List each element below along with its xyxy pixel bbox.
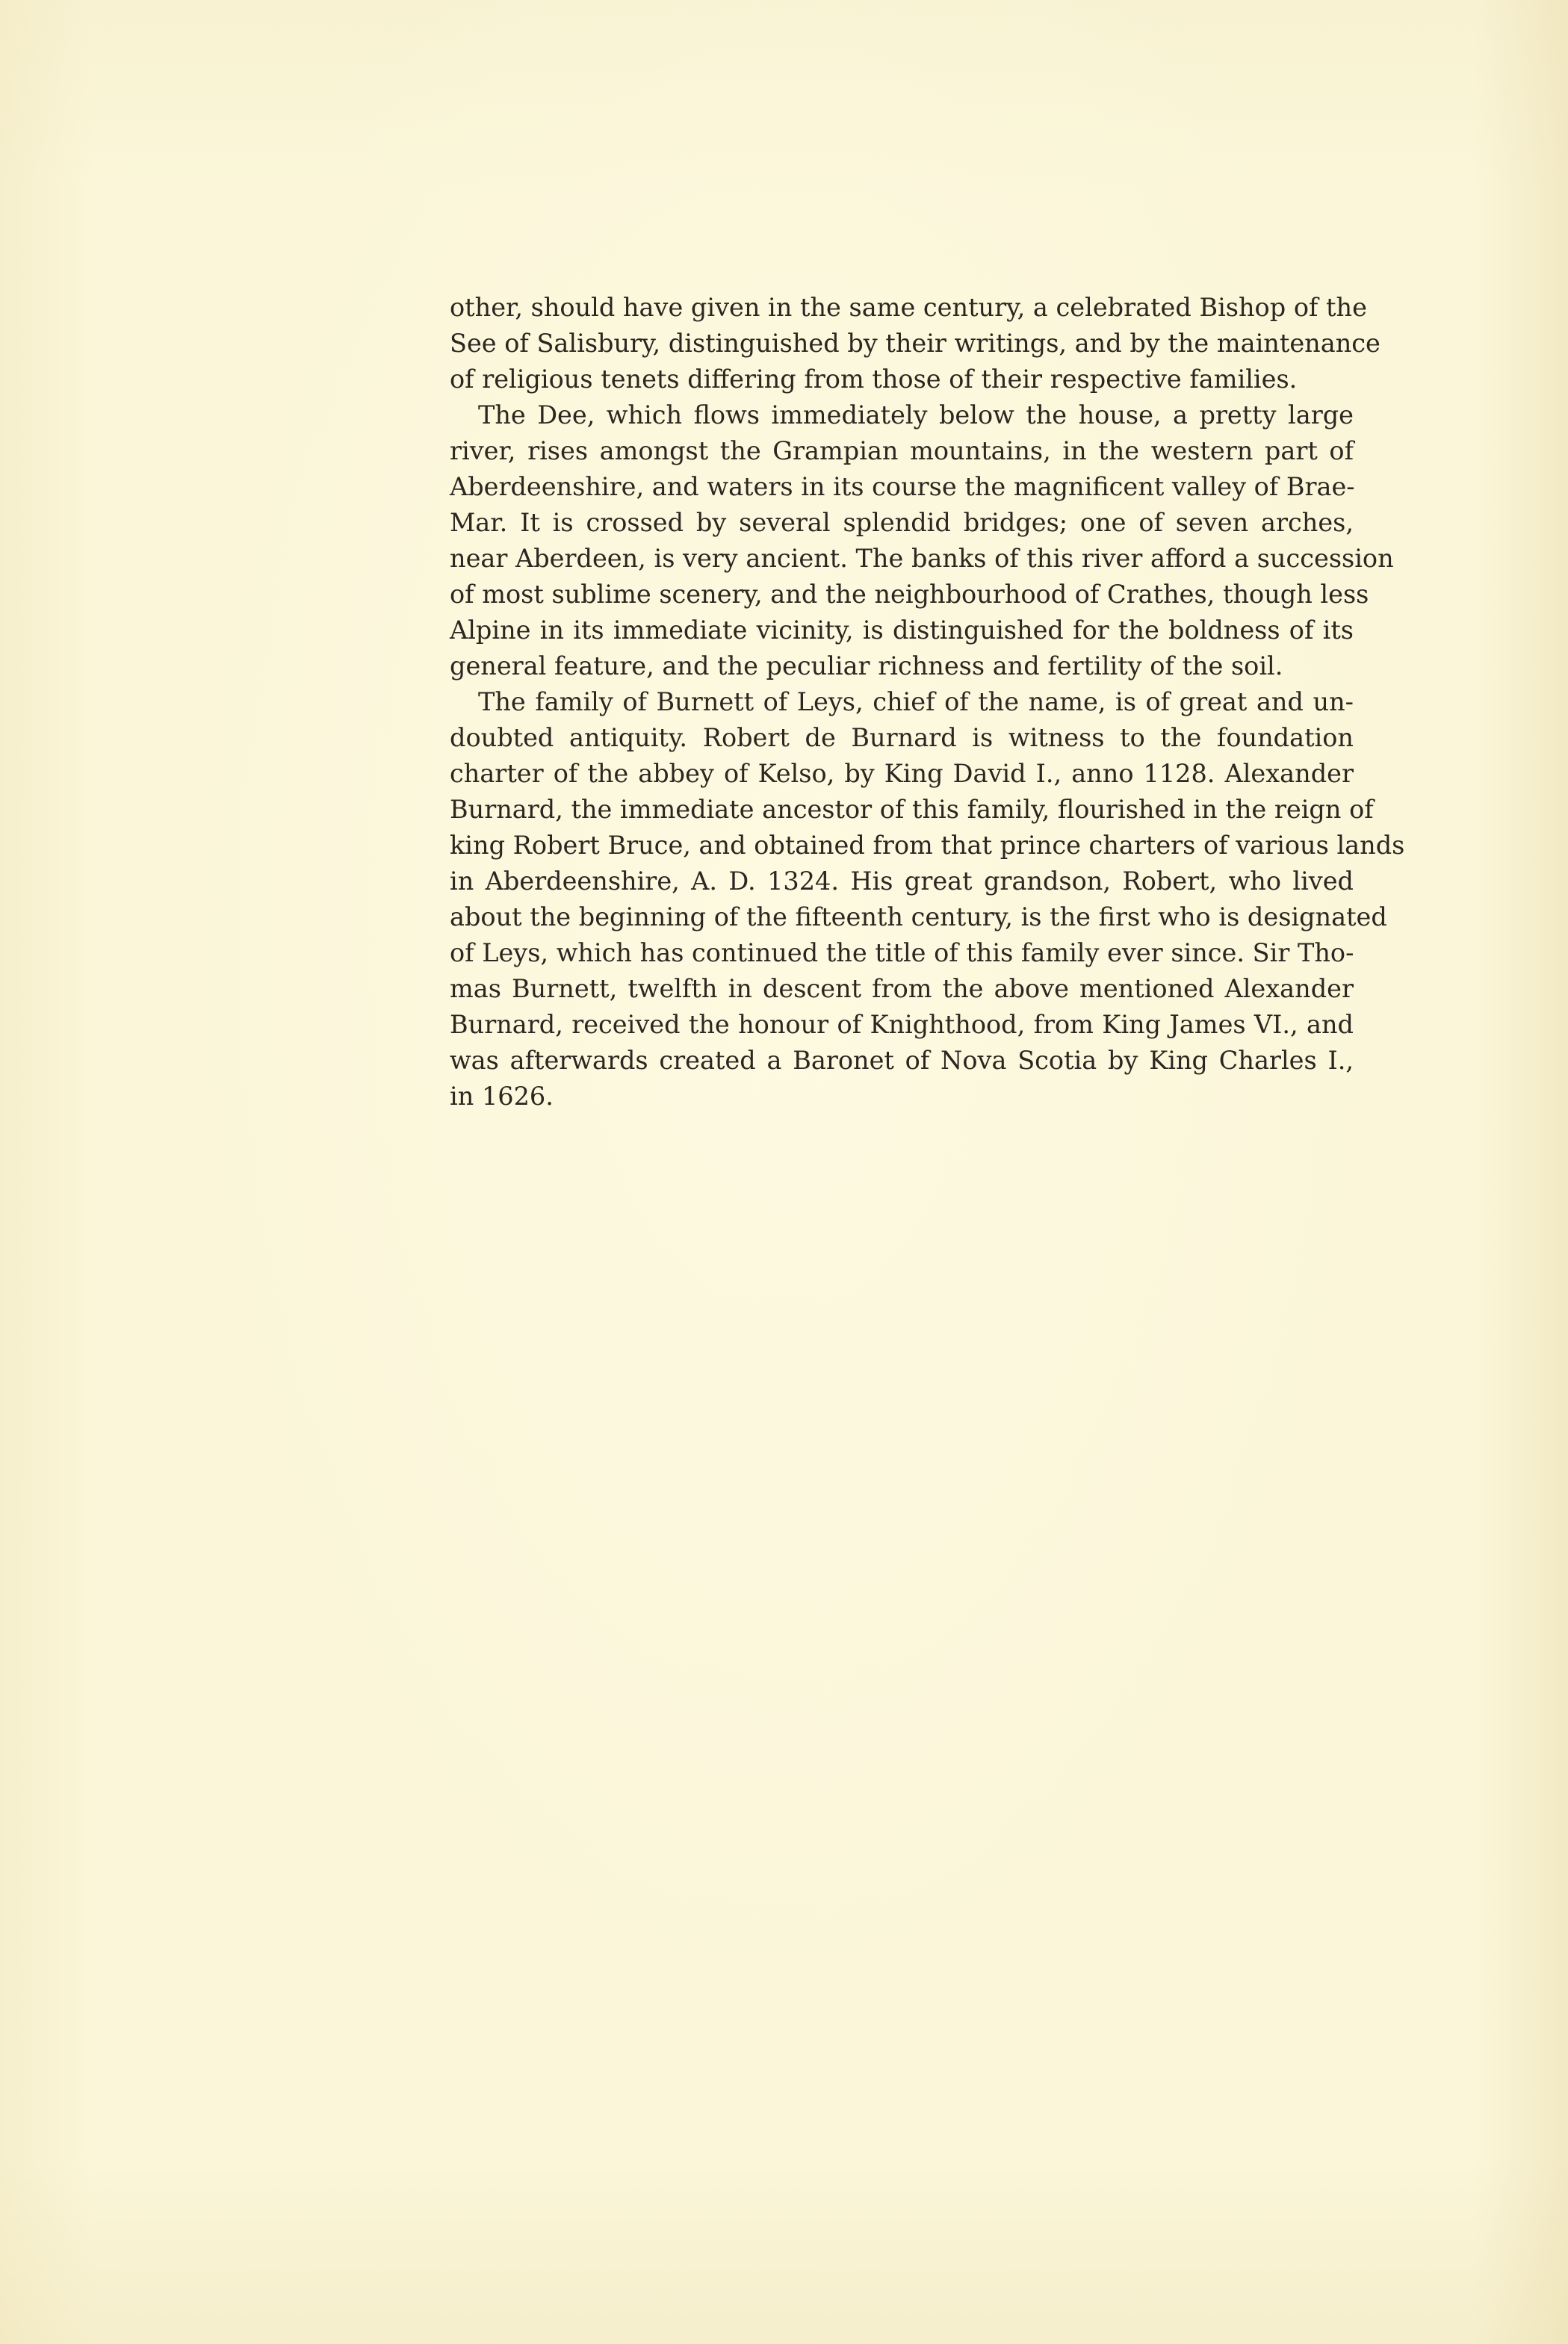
- text-line: mas Burnett, twelfth in descent from the above mentioned Alexander: [450, 974, 1354, 1003]
- text-line: of most sublime scenery, and the neighbourhood of Crathes, though less: [450, 580, 1369, 609]
- text-line: Burnard, the immediate ancestor of this family, flourished in the reign of: [450, 795, 1374, 824]
- text-line: The family of Burnett of Leys, chief of the name, is of great and un-: [478, 687, 1354, 716]
- text-line: other, should have given in the same century, a celebrated Bishop of the: [450, 293, 1367, 322]
- text-line: doubted antiquity. Robert de Burnard is witness to the foundation: [450, 723, 1354, 752]
- text-line: in Aberdeenshire, A. D. 1324. His great grandson, Robert, who lived: [450, 866, 1354, 896]
- text-line: about the beginning of the fifteenth century, is the first who is designated: [450, 902, 1387, 931]
- text-line: Aberdeenshire, and waters in its course the magnificent valley of Brae-: [450, 472, 1355, 501]
- text-line: river, rises amongst the Grampian mountains, in the western part of: [450, 436, 1354, 465]
- text-line: See of Salisbury, distinguished by their writings, and by the maintenance: [450, 329, 1380, 358]
- text-line: near Aberdeen, is very ancient. The banks of this river afford a succession: [450, 544, 1394, 573]
- text-line: charter of the abbey of Kelso, by King David I., anno 1128. Alexander: [450, 759, 1354, 788]
- text-line: of religious tenets differing from those of their respective families.: [450, 365, 1298, 394]
- text-line: Mar. It is crossed by several splendid bridges; one of seven arches,: [450, 508, 1354, 537]
- text-line: of Leys, which has continued the title of this family ever since. Sir Tho-: [450, 938, 1354, 967]
- text-line: Burnard, received the honour of Knighthood, from King James VI., and: [450, 1010, 1354, 1039]
- text-line: king Robert Bruce, and obtained from that prince charters of various lands: [450, 831, 1405, 860]
- text-line: general feature, and the peculiar richness and fertility of the soil.: [450, 651, 1283, 680]
- text-line: in 1626.: [450, 1082, 554, 1111]
- text-line: was afterwards created a Baronet of Nova Scotia by King Charles I.,: [450, 1046, 1354, 1075]
- body-text: [450, 290, 1405, 1114]
- text-line: Alpine in its immediate vicinity, is distinguished for the boldness of its: [450, 616, 1354, 645]
- text-line: The Dee, which flows immediately below the house, a pretty large: [478, 400, 1354, 430]
